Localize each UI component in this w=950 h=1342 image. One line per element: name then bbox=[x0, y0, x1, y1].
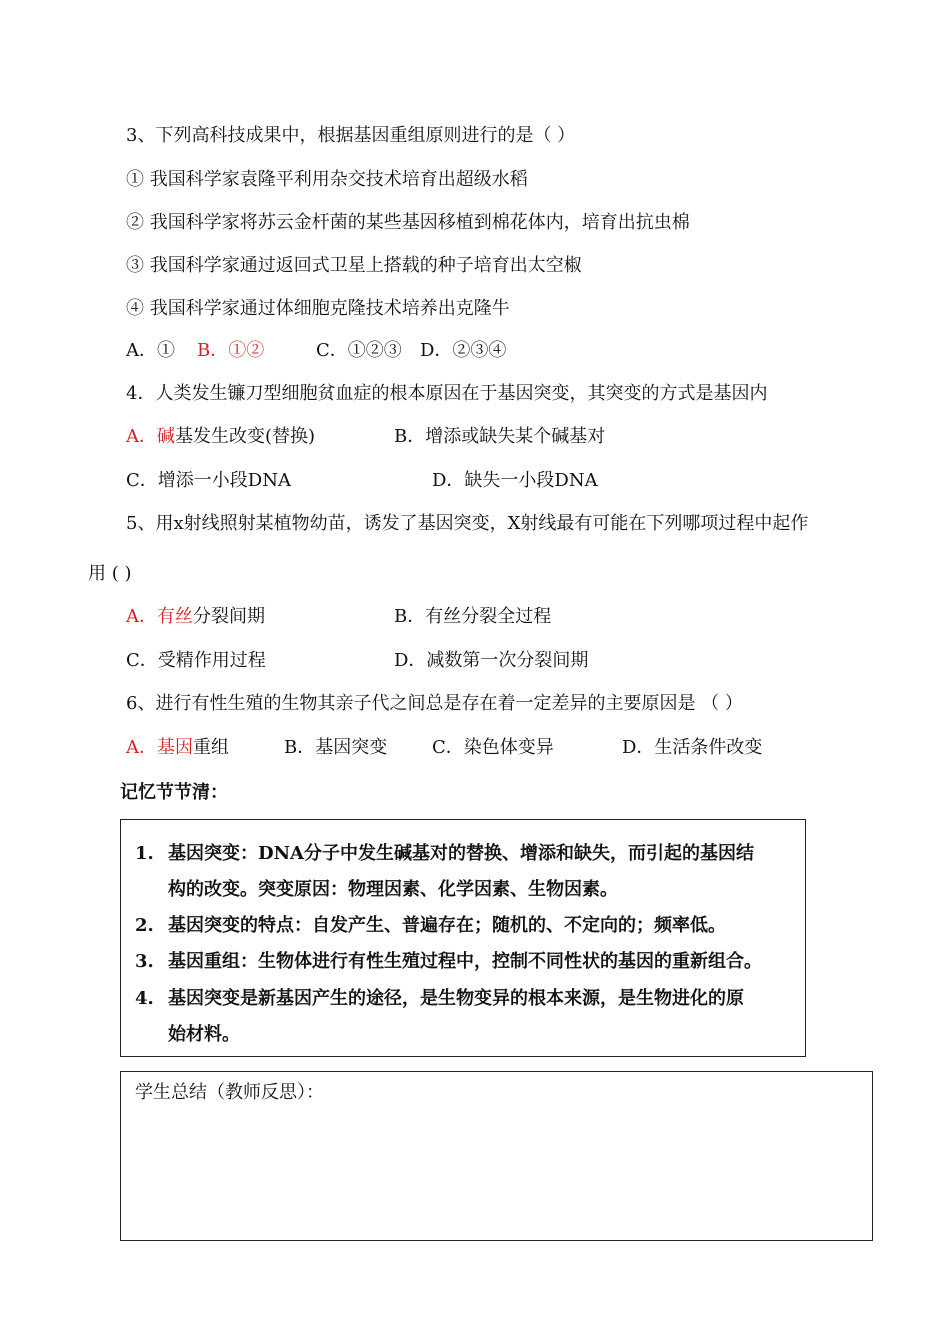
q6-option-a bbox=[126, 736, 229, 760]
q6-option-a-text: 重组 bbox=[193, 737, 229, 758]
memory-heading: 记忆节节清： bbox=[120, 782, 228, 803]
q6-stem: 6、进行有性生殖的生物其亲子代之间总是存在着一定差异的主要原因是 （ ） bbox=[126, 693, 743, 714]
memory-item-1-number: 1. bbox=[135, 843, 154, 864]
q4-stem: 4．人类发生镰刀型细胞贫血症的根本原因在于基因突变，其突变的方式是基因内 bbox=[126, 383, 768, 404]
q5-option-c: C．受精作用过程 bbox=[126, 650, 266, 671]
student-summary-box[interactable] bbox=[120, 1071, 873, 1241]
memory-item-2 bbox=[121, 914, 807, 938]
q4-option-c: C．增添一小段DNA bbox=[126, 470, 291, 491]
memory-item-2-number: 2. bbox=[135, 915, 154, 936]
q5-stem-line2: 用 ( ) bbox=[88, 563, 132, 584]
memory-item-4-line2: 始材料。 bbox=[168, 1024, 240, 1045]
student-summary-label: 学生总结（教师反思）： bbox=[135, 1082, 324, 1103]
q6-option-a-answer-mark: A．基因 bbox=[126, 737, 193, 758]
q5-option-d: D．减数第一次分裂间期 bbox=[394, 650, 589, 671]
q5-option-a-answer-mark: A．有丝 bbox=[126, 606, 193, 627]
q5-option-b: B．有丝分裂全过程 bbox=[394, 606, 552, 627]
q3-item-4: ④ 我国科学家通过体细胞克隆技术培养出克隆牛 bbox=[126, 298, 510, 319]
memory-item-3 bbox=[121, 950, 807, 974]
q3-options bbox=[126, 339, 566, 363]
memory-item-4-line1: 基因突变是新基因产生的途径，是生物变异的根本来源，是生物进化的原 bbox=[168, 988, 744, 1009]
q4-option-a bbox=[126, 425, 315, 449]
memory-item-3-line1: 基因重组：生物体进行有性生殖过程中，控制不同性状的基因的重新组合。 bbox=[168, 951, 762, 972]
memory-item-2-line1: 基因突变的特点：自发产生、普遍存在；随机的、不定向的；频率低。 bbox=[168, 915, 726, 936]
q6-option-c: C．染色体变异 bbox=[432, 737, 554, 758]
q5-option-a bbox=[126, 605, 265, 629]
memory-box bbox=[120, 819, 806, 1057]
q3-option-b-answer: B．①② bbox=[197, 340, 265, 361]
memory-item-1 bbox=[121, 842, 807, 902]
q5-option-a-text: 分裂间期 bbox=[193, 606, 265, 627]
q6-option-d: D．生活条件改变 bbox=[622, 737, 763, 758]
memory-item-1-line2: 构的改变。突变原因：物理因素、化学因素、生物因素。 bbox=[168, 879, 618, 900]
q4-option-d: D．缺失一小段DNA bbox=[432, 470, 598, 491]
q3-item-1: ① 我国科学家袁隆平利用杂交技术培育出超级水稻 bbox=[126, 169, 528, 190]
q6-option-b: B．基因突变 bbox=[284, 737, 388, 758]
q4-option-a-answer-mark: A．碱 bbox=[126, 426, 175, 447]
q3-item-2: ② 我国科学家将苏云金杆菌的某些基因移植到棉花体内，培育出抗虫棉 bbox=[126, 212, 690, 233]
memory-item-4 bbox=[121, 987, 807, 1047]
q3-option-d: D．②③④ bbox=[420, 340, 507, 361]
memory-item-4-number: 4. bbox=[135, 988, 154, 1009]
q3-option-a: A．① bbox=[126, 340, 175, 361]
q4-option-a-text: 基发生改变(替换) bbox=[175, 426, 316, 447]
q3-item-3: ③ 我国科学家通过返回式卫星上搭载的种子培育出太空椒 bbox=[126, 255, 582, 276]
memory-item-1-line1: 基因突变：DNA分子中发生碱基对的替换、增添和缺失，而引起的基因结 bbox=[168, 843, 755, 864]
q3-stem: 3、下列高科技成果中，根据基因重组原则进行的是（ ） bbox=[126, 125, 576, 146]
q4-option-b: B．增添或缺失某个碱基对 bbox=[394, 426, 606, 447]
q5-stem-line1: 5、用x射线照射某植物幼苗，诱发了基因突变，X射线最有可能在下列哪项过程中起作 bbox=[126, 513, 809, 534]
memory-item-3-number: 3. bbox=[135, 951, 154, 972]
q3-option-c: C．①②③ bbox=[316, 340, 402, 361]
